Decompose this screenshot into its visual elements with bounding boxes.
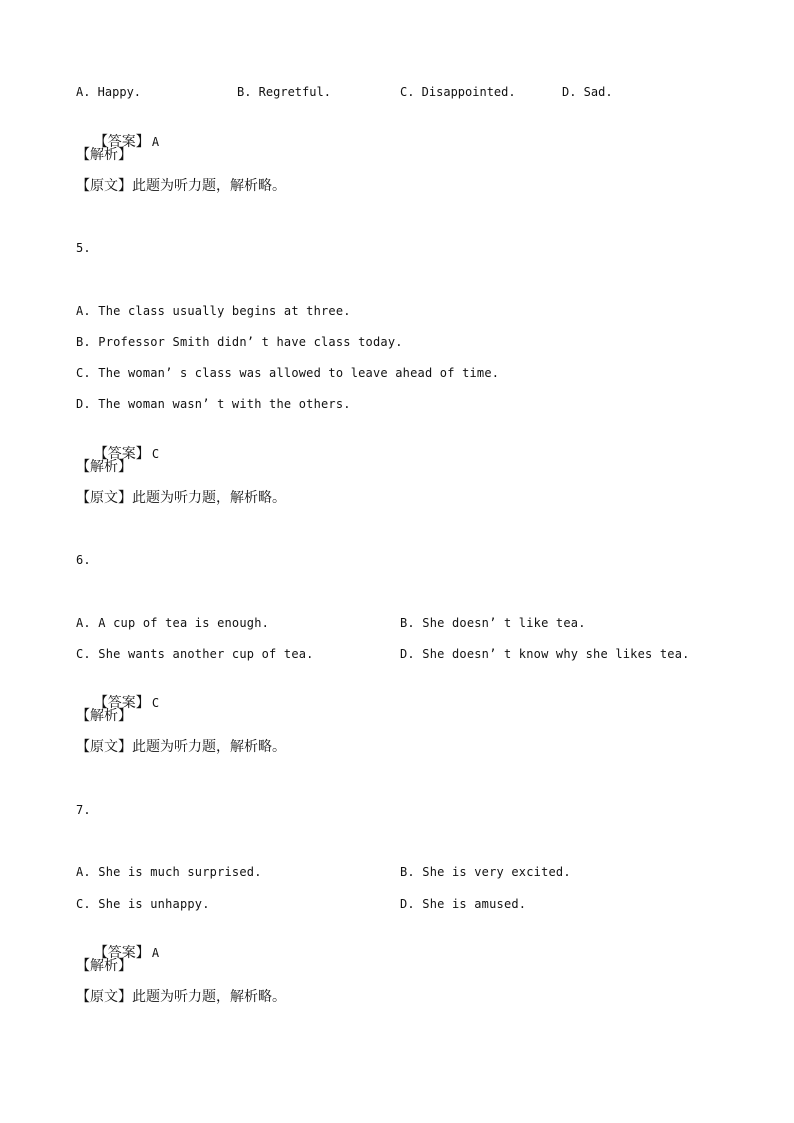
q4-answer-label: 【答案】 (93, 134, 150, 150)
q7-option-b: B. She is very excited. (400, 865, 571, 879)
q5-option-c: C. The woman’ s class was allowed to leave ahead of time. (76, 366, 500, 380)
q4-answer-value: A (151, 135, 160, 149)
q4-original-text: 【原文】此题为听力题，解析略。 (76, 178, 286, 194)
q7-answer-value: A (151, 946, 160, 960)
q7-option-a: A. She is much surprised. (76, 865, 262, 879)
q5-option-d: D. The woman wasn’ t with the others. (76, 397, 351, 411)
q5-original-text: 【原文】此题为听力题，解析略。 (76, 490, 286, 506)
q5-option-b: B. Professor Smith didn’ t have class today. (76, 335, 403, 349)
q6-answer-value: C (151, 696, 160, 710)
q6-original-text: 【原文】此题为听力题，解析略。 (76, 739, 286, 755)
q4-option-a: A. Happy. (76, 85, 142, 99)
q5-answer-label: 【答案】 (93, 446, 150, 462)
q7-answer-label: 【答案】 (93, 945, 150, 961)
q4-option-c: C. Disappointed. (400, 85, 516, 99)
q7-number: 7. (76, 803, 91, 817)
q5-answer-value: C (151, 447, 160, 461)
q6-answer-label: 【答案】 (93, 695, 150, 711)
q6-analysis-label: 【解析】 (76, 708, 132, 724)
q6-option-a: A. A cup of tea is enough. (76, 616, 270, 630)
q4-option-d: D. Sad. (562, 85, 613, 99)
q7-option-d: D. She is amused. (400, 897, 527, 911)
q7-option-c: C. She is unhappy. (76, 897, 210, 911)
q5-analysis-label: 【解析】 (76, 459, 132, 475)
q6-option-b: B. She doesn’ t like tea. (400, 616, 586, 630)
q5-option-a: A. The class usually begins at three. (76, 304, 351, 318)
q5-number: 5. (76, 241, 91, 255)
q7-original-text: 【原文】此题为听力题，解析略。 (76, 989, 286, 1005)
q6-number: 6. (76, 553, 91, 567)
q4-option-b: B. Regretful. (237, 85, 331, 99)
q6-option-c: C. She wants another cup of tea. (76, 647, 314, 661)
q4-analysis-label: 【解析】 (76, 147, 132, 163)
q7-analysis-label: 【解析】 (76, 958, 132, 974)
q6-option-d: D. She doesn’ t know why she likes tea. (400, 647, 690, 661)
